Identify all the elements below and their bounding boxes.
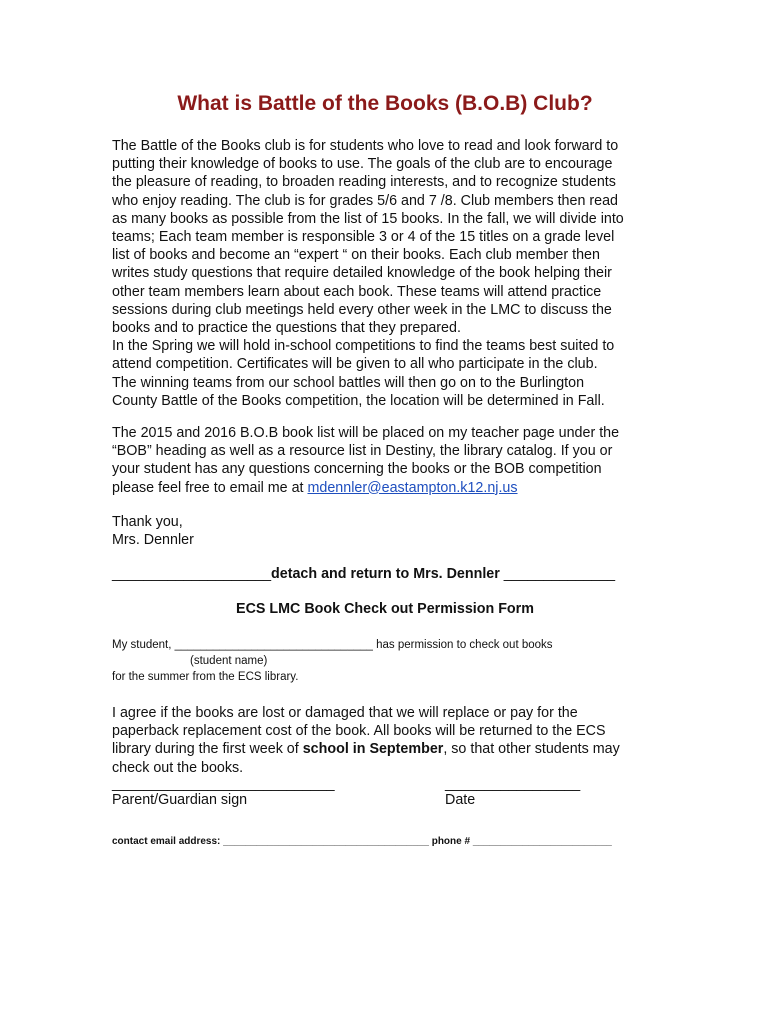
intro-line: books and to practice the questions that they prepared. [112, 320, 461, 337]
intro-line: writes study questions that require detailed knowledge of the book helping their [112, 265, 612, 282]
agreement-prefix: library during the first week of [112, 741, 303, 758]
intro-paragraph [112, 137, 672, 410]
intro-line: as many books as possible from the list of 15 books. In the fall, we will divide into [112, 210, 624, 227]
date-label: Date [445, 792, 476, 808]
booklist-line [112, 479, 672, 497]
booklist-line: “BOB” heading as well as a resource list in Destiny, the library catalog. If you or [112, 443, 613, 460]
intro-line: the pleasure of reading, to broaden reading interests, and to recognize students [112, 174, 616, 191]
signoff-thanks: Thank you, [112, 514, 183, 530]
intro-line: sessions during club meetings held every other week in the LMC to discuss the [112, 301, 612, 318]
summer-line: for the summer from the ECS library. [112, 671, 299, 683]
student-name-caption: (student name) [190, 655, 268, 667]
contact-info-line[interactable]: contact email address: _____________________________________ phone # _________________________ [112, 836, 612, 847]
parent-signature-label: Parent/Guardian sign [112, 792, 248, 808]
intro-line: attend competition. Certificates will be given to all who participate in the club. [112, 356, 598, 373]
intro-line: The winning teams from our school battles will then go on to the Burlington [112, 374, 585, 391]
permission-line: My student, _______________________________ has permission to check out books [112, 639, 553, 651]
booklist-line: The 2015 and 2016 B.O.B book list will be placed on my teacher page under the [112, 425, 620, 441]
signoff-name: Mrs. Dennler [112, 532, 194, 549]
signoff [112, 513, 672, 549]
form-title: ECS LMC Book Check out Permission Form [236, 601, 534, 617]
agreement-line: check out the books. [112, 759, 244, 776]
email-prefix-text: please feel free to email me at [112, 479, 308, 496]
detach-right-rule: ______________ [499, 566, 616, 582]
detach-line [112, 566, 657, 582]
detach-left-rule: ____________________ [112, 566, 272, 582]
intro-line: County Battle of the Books competition, the location will be determined in Fall. [112, 392, 605, 409]
agreement-line [112, 740, 672, 758]
parent-signature-field[interactable]: ____________________________ [112, 776, 335, 792]
booklist-line: your student has any questions concerning the books or the BOB competition [112, 461, 602, 478]
booklist-paragraph [112, 424, 672, 497]
agreement-bold-text: school in September [302, 741, 444, 758]
intro-line: The Battle of the Books club is for students who love to read and look forward to [112, 138, 619, 154]
agreement-paragraph [112, 704, 672, 777]
email-link[interactable]: mdennler@eastampton.k12.nj.us [307, 479, 518, 496]
intro-line: teams; Each team member is responsible 3 or 4 of the 15 titles on a grade level [112, 229, 615, 246]
intro-line: In the Spring we will hold in-school competitions to find the teams best suited to [112, 338, 615, 355]
date-field[interactable]: _________________ [445, 776, 581, 792]
agreement-line: paperback replacement cost of the book. All books will be returned to the ECS [112, 723, 606, 740]
intro-line: list of books and become an “expert “ on their books. Each club member then [112, 247, 600, 264]
page-title: What is Battle of the Books (B.O.B) Club? [177, 92, 593, 115]
agreement-suffix: , so that other students may [443, 741, 620, 758]
detach-label: detach and return to Mrs. Dennler [271, 566, 500, 582]
intro-line: who enjoy reading. The club is for grades 5/6 and 7 /8. Club members then read [112, 192, 618, 209]
intro-line: putting their knowledge of books to use. The goals of the club are to encourage [112, 156, 613, 173]
intro-line: other team members learn about each book. These teams will attend practice [112, 283, 602, 300]
agreement-line: I agree if the books are lost or damaged that we will replace or pay for the [112, 705, 578, 721]
